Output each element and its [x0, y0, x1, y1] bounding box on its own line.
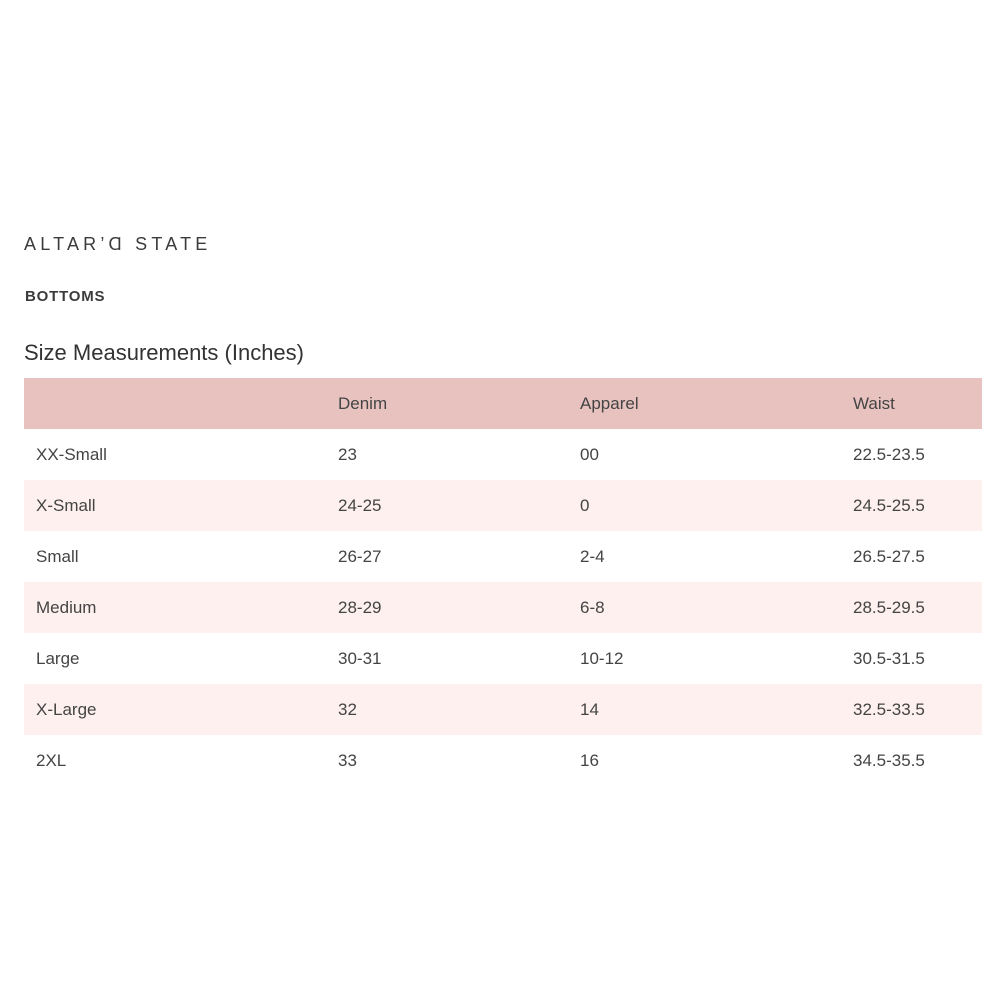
waist-cell: 32.5-33.5: [853, 699, 925, 719]
denim-cell: 23: [338, 444, 357, 464]
category-heading: BOTTOMS: [25, 288, 106, 305]
size-cell: X-Large: [36, 699, 97, 719]
waist-cell: 28.5-29.5: [853, 597, 925, 617]
header-cell-waist: Waist: [853, 393, 895, 413]
apparel-cell: 14: [580, 699, 599, 719]
table-row: [24, 684, 982, 735]
size-cell: Medium: [36, 597, 97, 617]
table-row: [24, 531, 982, 582]
denim-cell: 26-27: [338, 546, 382, 566]
apparel-cell: 2-4: [580, 546, 605, 566]
table-row: [24, 582, 982, 633]
apparel-cell: 00: [580, 444, 599, 464]
size-cell: X-Small: [36, 495, 96, 515]
size-cell: Large: [36, 648, 80, 668]
table-row: [24, 429, 982, 480]
waist-cell: 30.5-31.5: [853, 648, 925, 668]
apparel-cell: 0: [580, 495, 590, 515]
denim-cell: 32: [338, 699, 357, 719]
denim-cell: 28-29: [338, 597, 382, 617]
table-row: [24, 480, 982, 531]
brand-logo: ALTAR’Ɑ STATE: [24, 234, 212, 254]
apparel-cell: 16: [580, 750, 599, 770]
waist-cell: 34.5-35.5: [853, 750, 925, 770]
header-cell-size: [24, 378, 338, 429]
size-cell: XX-Small: [36, 444, 107, 464]
waist-cell: 24.5-25.5: [853, 495, 925, 515]
header-cell-apparel: Apparel: [580, 393, 639, 413]
table-row: [24, 633, 982, 684]
denim-cell: 30-31: [338, 648, 382, 668]
header-cell-denim: Denim: [338, 393, 388, 413]
table-header-row: [24, 378, 982, 429]
size-cell: Small: [36, 546, 79, 566]
denim-cell: 33: [338, 750, 357, 770]
size-table: [24, 378, 982, 786]
table-body: [24, 429, 982, 786]
denim-cell: 24-25: [338, 495, 382, 515]
apparel-cell: 10-12: [580, 648, 624, 668]
section-title: Size Measurements (Inches): [24, 340, 304, 365]
waist-cell: 22.5-23.5: [853, 444, 925, 464]
waist-cell: 26.5-27.5: [853, 546, 925, 566]
size-cell: 2XL: [36, 750, 67, 770]
apparel-cell: 6-8: [580, 597, 605, 617]
table-row: [24, 735, 982, 786]
table-header: [24, 378, 982, 429]
